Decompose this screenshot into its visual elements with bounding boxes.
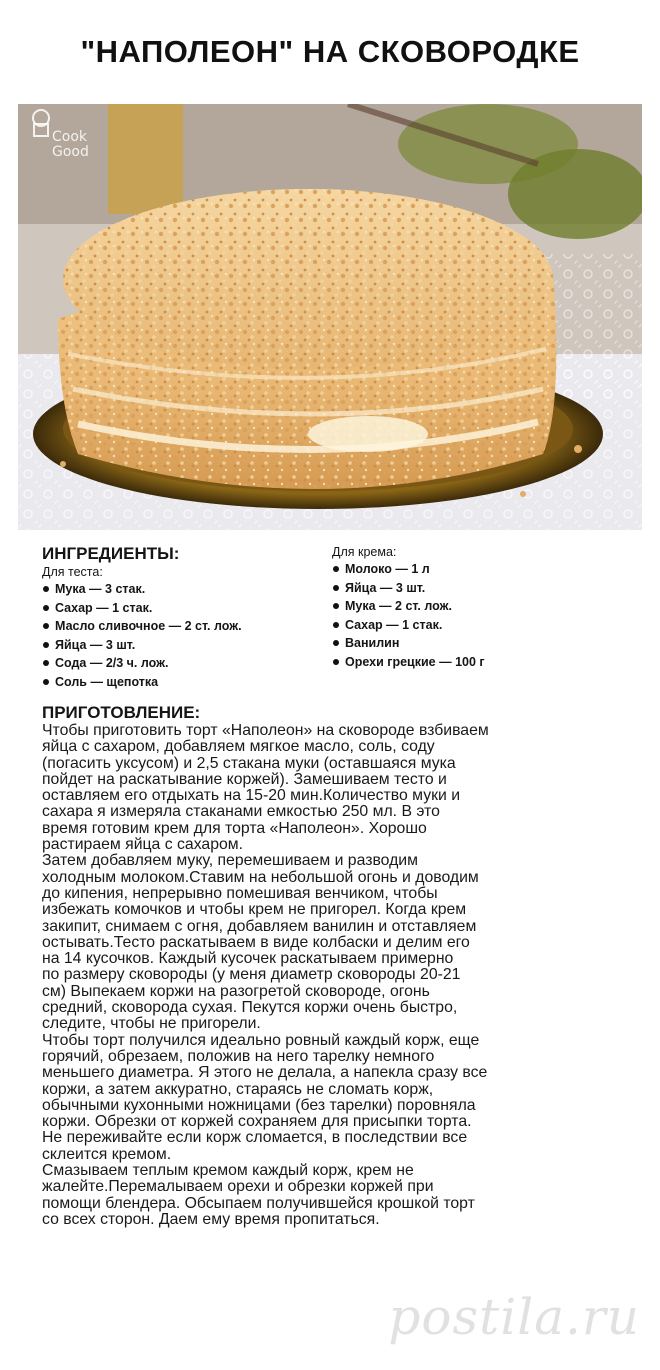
list-item: Сода — 2/3 ч. лож. [42,654,332,673]
ingredients-section [42,544,332,692]
list-item: Орехи грецкие — 100 г [332,653,622,672]
cream-list [332,560,622,672]
list-item: Молоко — 1 л [332,560,622,579]
ingredients-heading: ИНГРЕДИЕНТЫ: [42,544,180,563]
dough-list [42,580,332,692]
list-item: Мука — 3 стак. [42,580,332,599]
page-title: "НАПОЛЕОН" НА СКОВОРОДКЕ [80,34,580,69]
preparation-text: Чтобы приготовить торт «Наполеон» на сковороде взбиваем яйца с сахаром, добавляем мягкое масло, соль, соду (погасить уксусом) и 2,5 стакана муки (оставшаяся мука пойдет на раскатывание коржей). Замешиваем тесто и оставляем его отдыхать на 15-20 мин.Количество муки и сахара я измеряла стаканами емкостью 250 мл. В это время готовим крем для торта «Наполеон». Хорошо растираем яйца с сахаром. Затем добавляем муку, перемешиваем и разводим холодным молоком.Ставим на небольшой огонь и доводим до кипения, непрерывно помешивая венчиком, чтобы избежать комочков и чтобы крем не пригорел. Когда крем закипит, снимаем с огня, добавляем ванилин и отставляем остывать.Тесто раскатываем в виде колбаски и делим его на 14 кусочков. Каждый кусочек раскатываем примерно по размеру сковороды (у меня диаметр сковороды 20-21 см) Выпекаем коржи на разогретой сковороде, огонь средний, сковорода сухая. Пекутся коржи очень быстро, следите, чтобы не пригорели. Чтобы торт получился идеально ровный каждый корж, еще горячий, обрезаем, положив на него тарелку немного меньшего диаметра. Я этого не делала, а напекла сразу все коржи, а затем аккуратно, стараясь не сломать корж, обычными кухонными ножницами (без тарелки) поровняла коржи. Обрезки от коржей сохраняем для присыпки торта. Не переживайте если корж сломается, в последствии все склеится кремом. Смазываем теплым кремом каждый корж, крем не жалейте.Перемалываем орехи и обрезки коржей при помощи блендера. Обсыпаем получившейся крошкой торт со всех сторон. Даем ему время пропитаться. [42,722,489,1228]
watermark-text: Cook Good [52,129,89,160]
postila-watermark: postila.ru [388,1288,640,1346]
preparation-heading: ПРИГОТОВЛЕНИЕ: [42,703,201,722]
list-item: Мука — 2 ст. лож. [332,597,622,616]
list-item: Соль — щепотка [42,673,332,692]
cream-label: Для крема: [332,545,397,559]
cookgood-logo [26,108,118,172]
dough-label: Для теста: [42,565,103,579]
list-item: Яйца — 3 шт. [332,579,622,598]
cream-section [332,544,622,672]
list-item: Яйца — 3 шт. [42,636,332,655]
list-item: Сахар — 1 стак. [42,599,332,618]
list-item: Масло сливочное — 2 ст. лож. [42,617,332,636]
list-item: Сахар — 1 стак. [332,616,622,635]
preparation-section [42,703,627,1228]
cake-photo [18,104,642,530]
list-item: Ванилин [332,634,622,653]
